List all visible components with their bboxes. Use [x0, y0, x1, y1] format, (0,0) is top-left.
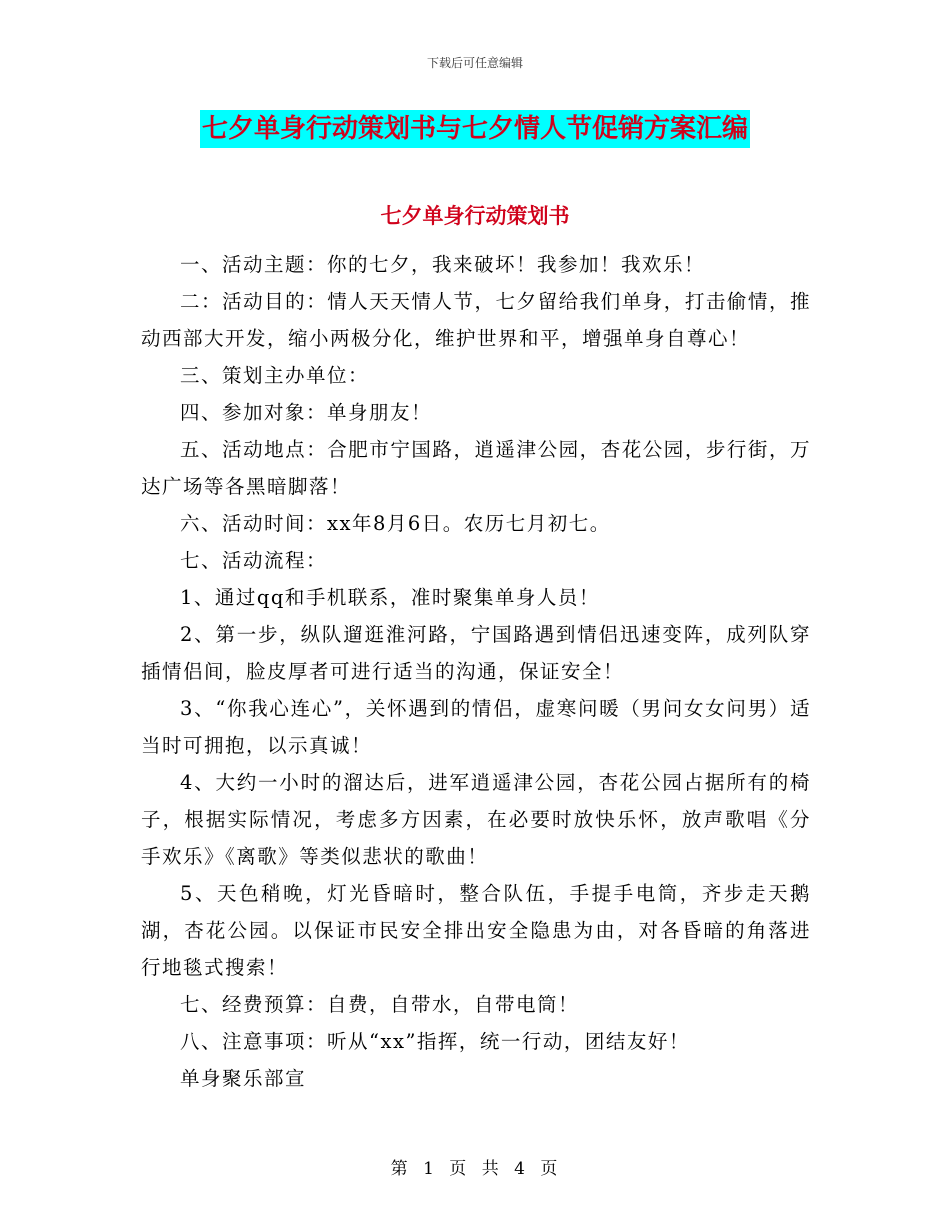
document-body	[141, 246, 811, 1097]
paragraph: 四、参加对象：单身朋友！	[180, 401, 433, 424]
document-title-wrap	[0, 110, 950, 148]
paragraph: 三、策划主办单位：	[180, 364, 370, 387]
paragraph: 七、经费预算：自费，自带水，自带电筒！	[180, 993, 580, 1016]
section-title: 七夕单身行动策划书	[380, 204, 570, 228]
paragraph: 2、第一步，纵队遛逛淮河路，宁国路遇到情侣迅速变阵，成列队穿插情侣间，脸皮厚者可进行适当的沟通，保证安全！	[141, 623, 811, 683]
paragraph: 一、活动主题：你的七夕，我来破坏！我参加！我欢乐！	[180, 253, 706, 276]
paragraph: 五、活动地点：合肥市宁国路，逍遥津公园，杏花公园，步行街，万达广场等各黑暗脚落！	[141, 438, 811, 498]
paragraph: 七、活动流程：	[180, 549, 328, 572]
paragraph: 4、大约一小时的溜达后，进军逍遥津公园，杏花公园占据所有的椅子，根据实际情况，考虑多方因素，在必要时放快乐怀，放声歌唱《分手欢乐》《离歌》等类似悲状的歌曲！	[141, 771, 811, 868]
paragraph: 六、活动时间：xx年8月6日。农历七月初七。	[180, 512, 611, 535]
signature-line: 单身聚乐部宣	[180, 1067, 307, 1090]
paragraph: 二：活动目的：情人天天情人节，七夕留给我们单身，打击偷情，推动西部大开发，缩小两极分化，维护世界和平，增强单身自尊心！	[141, 290, 811, 350]
paragraph: 1、通过qq和手机联系，准时聚集单身人员！	[180, 586, 600, 609]
header-note: 下载后可任意编辑	[426, 56, 523, 70]
page-footer: 第 1 页 共 4 页	[390, 1159, 560, 1179]
paragraph: 5、天色稍晚，灯光昏暗时，整合队伍，手提手电筒，齐步走天鹅湖，杏花公园。以保证市民安全排出安全隐患为由，对各昏暗的角落进行地毯式搜索！	[141, 882, 811, 979]
document-title: 七夕单身行动策划书与七夕情人节促销方案汇编	[200, 110, 750, 148]
paragraph: 八、注意事项：听从“xx”指挥，统一行动，团结友好！	[180, 1030, 690, 1053]
paragraph: 3、“你我心连心”，关怀遇到的情侣，虚寒问暖（男问女女问男）适当时可拥抱，以示真诚！	[141, 697, 811, 757]
